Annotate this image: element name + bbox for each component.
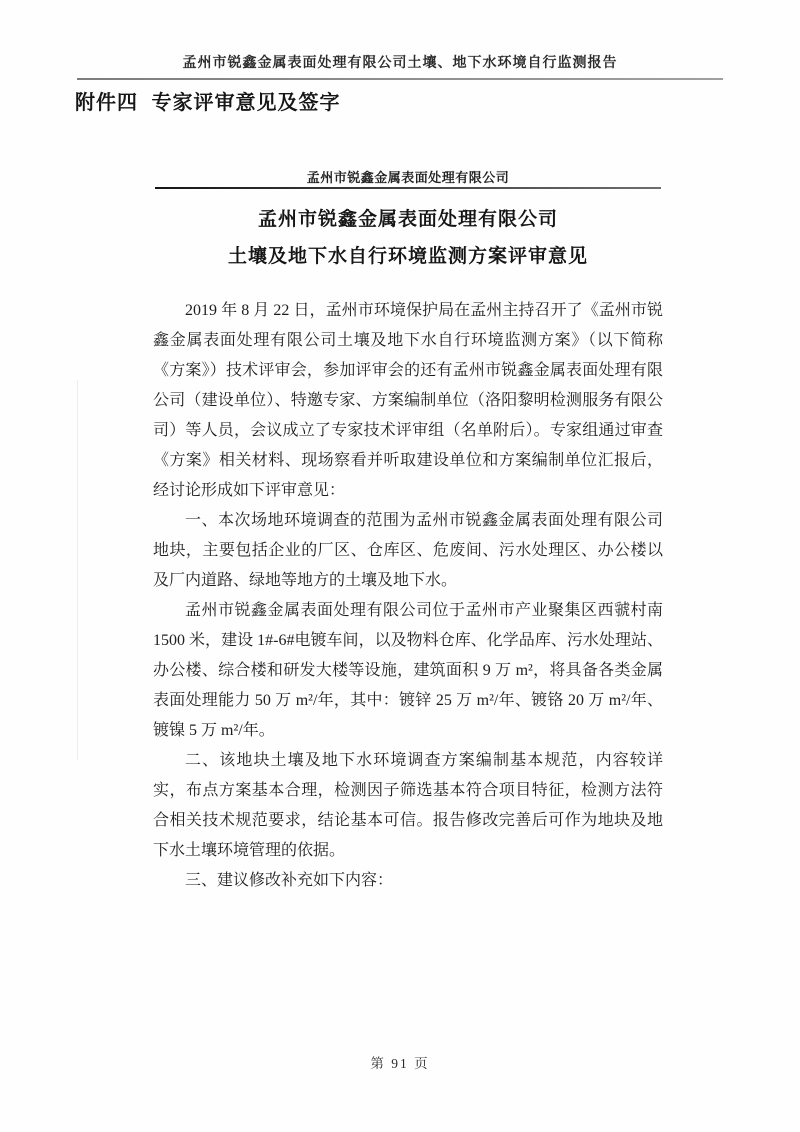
paragraph-site-description: 孟州市锐鑫金属表面处理有限公司位于孟州市产业聚集区西虢村南 1500 米，建设 1#-6#电镀车间，以及物料仓库、化学品库、污水处理站、办公楼、综合楼和研发大楼等设施，建筑面积 9 万 m²，将具备各类金属表面处理能力 50 万 m²/年，其中：镀锌 25 万 m²/年、镀铬 20 万 m²/年、镀镍 5 万 m²/年。 (153, 602, 663, 739)
doc-title-line1: 孟州市锐鑫金属表面处理有限公司 (257, 209, 558, 230)
doc-body (153, 296, 663, 896)
page-number: 第 91 页 (370, 1056, 430, 1071)
paragraph-intro: 2019 年 8 月 22 日，孟州市环境保护局在孟州主持召开了《孟州市锐鑫金属表面处理有限公司土壤及地下水自行环境监测方案》（以下简称《方案》）技术评审会，参加评审会的还有孟州市锐鑫金属表面处理有限公司（建设单位）、特邀专家、方案编制单位（洛阳黎明检测服务有限公司）等人员，会议成立了专家技术评审组（名单附后）。专家组通过审查《方案》相关材料、现场察看并听取建设单位和方案编制单位汇报后，经讨论形成如下评审意见： (153, 302, 663, 499)
paragraph-item-2: 二、该地块土壤及地下水环境调查方案编制基本规范，内容较详实，布点方案基本合理，检测因子筛选基本符合项目特征，检测方法符合相关技术规范要求，结论基本可信。报告修改完善后可作为地块及地下水土壤环境管理的依据。 (153, 752, 663, 859)
running-header: 孟州市锐鑫金属表面处理有限公司土壤、地下水环境自行监测报告 (182, 54, 618, 70)
letterhead-rule (155, 187, 661, 189)
paragraph-item-1: 一、本次场地环境调查的范围为孟州市锐鑫金属表面处理有限公司地块，主要包括企业的厂区、仓库区、危废间、污水处理区、办公楼以及厂内道路、绿地等地方的土壤及地下水。 (153, 512, 663, 589)
running-header-rule (77, 78, 723, 80)
scan-artifact-line (77, 380, 78, 760)
attachment-heading: 附件四 专家评审意见及签字 (75, 92, 341, 114)
letterhead: 孟州市锐鑫金属表面处理有限公司 (306, 170, 510, 185)
doc-title-line2: 土壤及地下水自行环境监测方案评审意见 (227, 246, 588, 267)
paragraph-item-3: 三、建议修改补充如下内容： (185, 872, 394, 889)
